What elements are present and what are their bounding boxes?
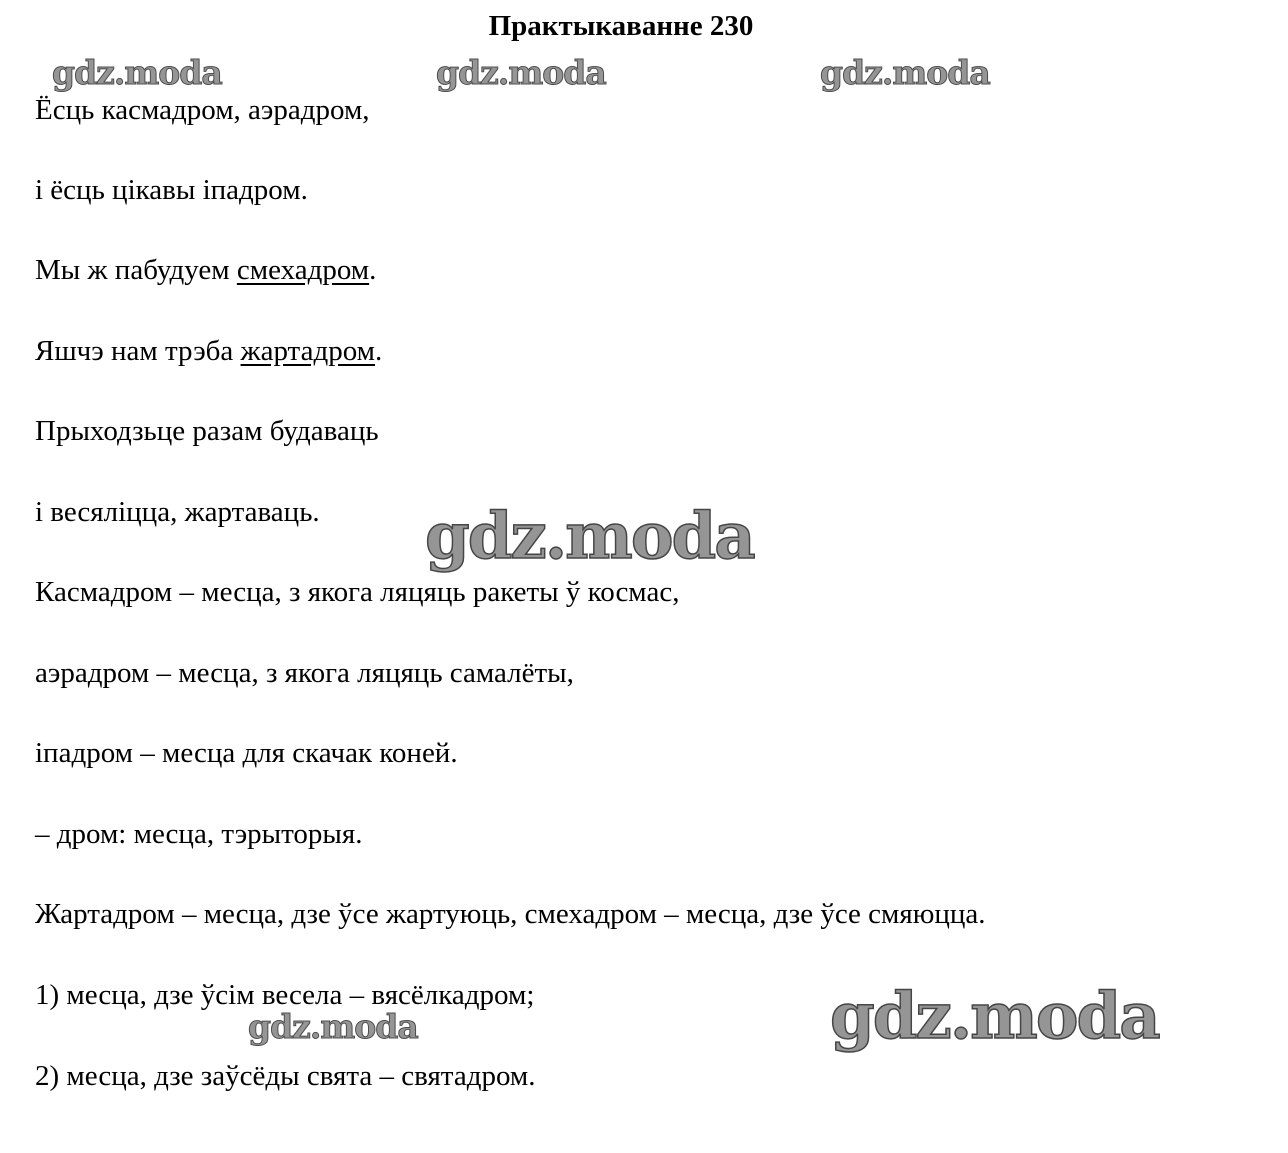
poem-text: . [369,254,377,286]
poem-line: Ёсць касмадром, аэрадром, [35,94,370,126]
page-title: Практыкаванне 230 [488,10,754,42]
watermark-logo: gdz.moda [830,979,1159,1054]
definition-line: Касмадром – месца, з якога ляцяць ракеты ў космас, [35,576,680,608]
poem-line: і весяліцца, жартаваць. [35,496,320,528]
definition-line: аэрадром – месца, з якога ляцяць самалёты, [35,657,574,689]
poem-text: . [375,335,383,367]
watermark-logo: gdz.moda [820,53,990,92]
poem-line [35,333,382,369]
watermark-logo: gdz.moda [436,53,606,92]
watermark-logo: gdz.moda [52,53,222,92]
watermark-logo: gdz.moda [248,1007,418,1046]
poem-line: і ёсць цікавы іпадром. [35,174,308,206]
answer-line: 1) месца, дзе ўсім весела – вясёлкадром; [35,979,535,1011]
poem-text: Мы ж пабудуем [35,254,237,286]
underlined-word: смехадром [236,254,370,286]
definition-line: – дром: месца, тэрыторыя. [35,818,363,850]
watermark-logo: gdz.moda [425,499,754,574]
underlined-word: жартадром [240,335,376,367]
poem-text: Яшчэ нам трэба [35,335,241,367]
definition-line: іпадром – месца для скачак коней. [35,737,458,769]
poem-line [35,252,376,288]
definition-line: Жартадром – месца, дзе ўсе жартуюць, смехадром – месца, дзе ўсе смяюцца. [35,898,986,930]
poem-line: Прыходзьце разам будаваць [35,415,379,447]
answer-line: 2) месца, дзе заўсёды свята – святадром. [35,1060,536,1092]
